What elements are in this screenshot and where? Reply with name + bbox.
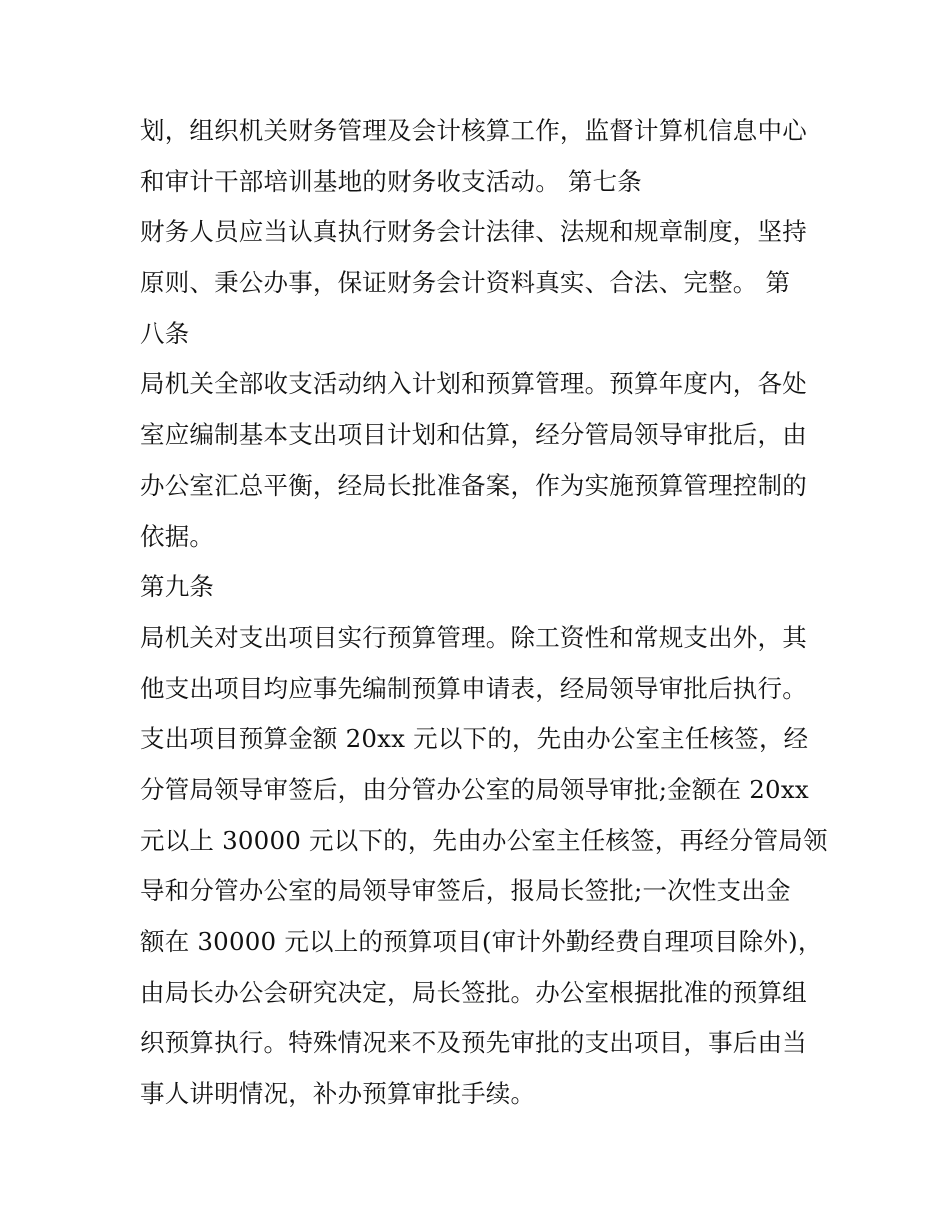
- text-line: 额在 30000 元以上的预算项目(审计外勤经费自理项目除外)，: [140, 927, 823, 956]
- text-line: 和审计干部培训基地的财务收支活动。 第七条: [140, 166, 642, 196]
- text-line: 原则、秉公办事，保证财务会计资料真实、合法、完整。 第: [140, 268, 791, 298]
- text-line: 分管局领导审签后，由分管办公室的局领导审批;金额在 20xx: [140, 774, 809, 804]
- text-line: 办公室汇总平衡，经局长批准备案，作为实施预算管理控制的: [140, 470, 807, 500]
- text-line: 第九条: [140, 572, 215, 602]
- text-line: 八条: [140, 318, 190, 348]
- text-line: 依据。: [140, 521, 215, 551]
- text-line: 财务人员应当认真执行财务会计法律、法规和规章制度，坚持: [140, 217, 807, 247]
- text-line: 局机关对支出项目实行预算管理。除工资性和常规支出外，其: [140, 622, 807, 652]
- document-body: [140, 106, 830, 1120]
- text-line: 导和分管办公室的局领导审签后，报局长签批;一次性支出金: [140, 876, 791, 906]
- text-line: 划，组织机关财务管理及会计核算工作，监督计算机信息中心: [140, 116, 807, 145]
- text-line: 由局长办公会研究决定，局长签批。办公室根据批准的预算组: [140, 977, 807, 1007]
- text-line: 织预算执行。特殊情况来不及预先审批的支出项目，事后由当: [140, 1028, 807, 1058]
- text-line: 元以上 30000 元以下的，先由办公室主任核签，再经分管局领: [140, 825, 828, 855]
- text-line: 室应编制基本支出项目计划和估算，经分管局领导审批后，由: [140, 420, 807, 450]
- text-line: 事人讲明情况，补办预算审批手续。: [140, 1079, 536, 1109]
- text-line: 支出项目预算金额 20xx 元以下的，先由办公室主任核签，经: [140, 724, 809, 754]
- text-line: 他支出项目均应事先编制预算申请表，经局领导审批后执行。: [140, 673, 807, 703]
- text-line: 局机关全部收支活动纳入计划和预算管理。预算年度内，各处: [140, 369, 807, 399]
